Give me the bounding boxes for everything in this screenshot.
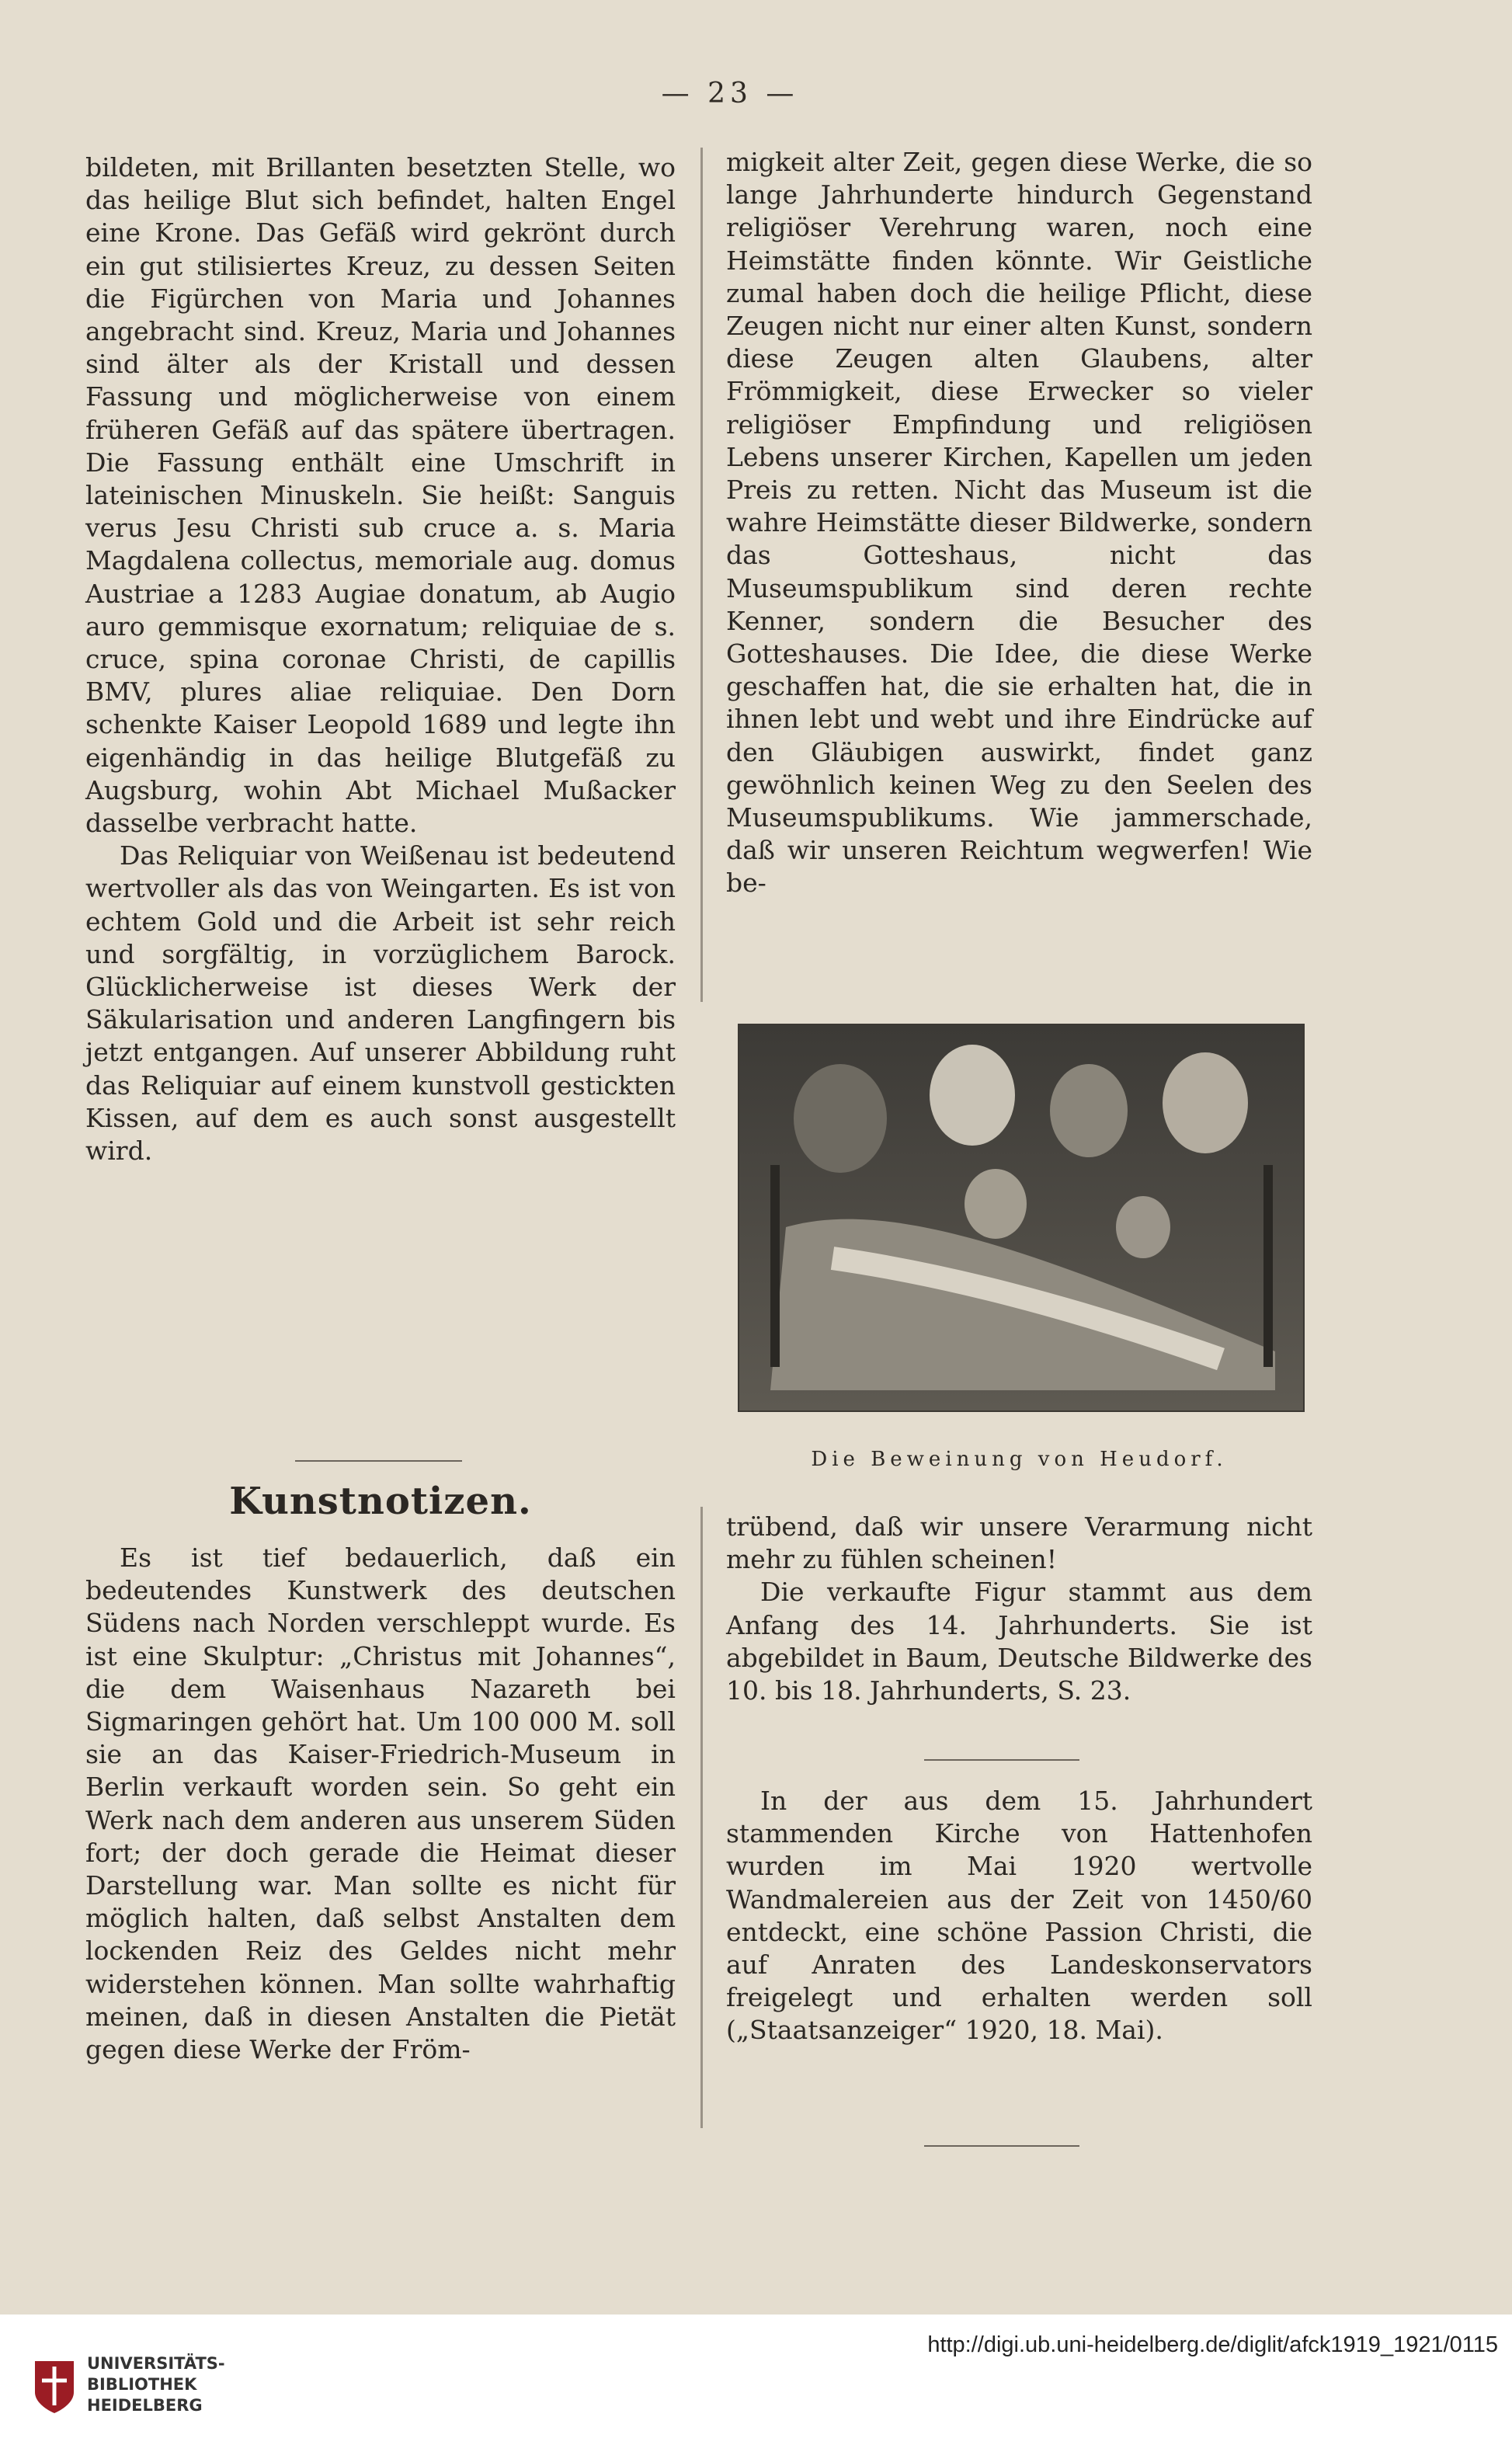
section-heading: Kunstnotizen. xyxy=(229,1480,532,1523)
paragraph: Es ist tief bedauerlich, daß ein bedeutendes Kunstwerk des deutschen Südens nach Norden verschleppt wurde. Es ist eine Skulptur: „Christus mit Johannes“, die dem Waisenhaus Nazareth bei Sigmaringen gehört hat. Um 100 000 M. soll sie an das Kaiser-Friedrich-Museum in Berlin verkauft worden sein. So geht ein Werk nach dem anderen aus unserem Süden fort; der doch gerade die Heimat dieser Darstellung war. Man sollte es nicht für möglich halten, daß selbst Anstalten dem lockenden Reiz des Geldes nicht mehr widerstehen können. Man sollte wahrhaftig meinen, daß in diesen Anstalten die Pietät gegen diese Werke der Fröm- xyxy=(85,1542,676,2065)
paragraph: Die verkaufte Figur stammt aus dem Anfang des 14. Jahrhunderts. Sie ist abgebildet in Baum, Deutsche Bildwerke des 10. bis 18. Jahrhunderts, S. 23. xyxy=(726,1577,1312,1706)
right-column-text xyxy=(726,146,1312,900)
paragraph: migkeit alter Zeit, gegen diese Werke, die so lange Jahrhunderte hindurch Gegenstand religiöser Verehrung waren, noch eine Heimstätte finden könnte. Wir Geistliche zumal haben doch die heilige Pflicht, diese Zeugen nicht nur einer alten Kunst, sondern diese Zeugen alten Glaubens, alter Frömmigkeit, diese Erwecker so vieler religiöser Empfindung und religiösen Lebens unserer Kirchen, Kapellen um jeden Preis zu retten. Nicht das Museum ist die wahre Heimstätte dieser Bildwerke, sondern das Gotteshaus, nicht das Museumspublikum sind deren rechte Kenner, sondern die Besucher des Gotteshauses. Die Idee, die diese Werke geschaffen hat, die sie erhalten hat, die in ihnen lebt und webt und ihre Eindrücke auf den Gläubigen auswirkt, findet ganz gewöhnlich keinen Weg zu den Seelen des Museumspublikums. Wie jammerschade, daß wir unseren Reichtum wegwerfen! Wie be- xyxy=(726,147,1312,899)
divider xyxy=(924,2145,1079,2147)
university-logo-icon xyxy=(31,2357,78,2415)
paragraph: Das Reliquiar von Weißenau ist bedeutend wertvoller als das von Weingarten. Es ist von echtem Gold und die Arbeit ist sehr reich und sorgfältig, in vorzüglichem Barock. Glücklicherweise ist dieses Werk der Säkularisation und anderen Langfingern bis jetzt entgangen. Auf unserer Abbildung ruht das Reliquiar auf einem kunstvoll gestickten Kissen, auf dem es auch sonst ausgestellt wird. xyxy=(85,840,676,1167)
divider xyxy=(924,1759,1079,1761)
right-column-text-3 xyxy=(726,1785,1312,2047)
column-rule xyxy=(700,148,703,1002)
paragraph: In der aus dem 15. Jahrhundert stammenden Kirche von Hattenhofen wurden im Mai 1920 wertvolle Wandmalereien aus der Zeit von 1450/60 entdeckt, eine schöne Passion Christi, die auf Anraten des Landeskonservators freigelegt und erhalten werden soll („Staatsanzeiger“ 1920, 18. Mai). xyxy=(726,1786,1312,2046)
lamentation-photo xyxy=(738,1024,1305,1412)
left-column-text-2 xyxy=(85,1542,676,2066)
paragraph: bildeten, mit Brillanten besetzten Stelle, wo das heilige Blut sich befindet, halten Engel eine Krone. Das Gefäß wird gekrönt durch ein gut stilisiertes Kreuz, zu dessen Seiten die Figürchen von Maria und Johannes angebracht sind. Kreuz, Maria und Johannes sind älter als der Kristall und dessen Fassung und möglicherweise von einem früheren Gefäß auf das spätere übertragen. Die Fassung enthält eine Umschrift in lateinischen Minuskeln. Sie heißt: Sanguis verus Jesu Christi sub cruce a. s. Maria Magdalena collectus, memoriale aug. domus Austriae a 1283 Augiae donatum, ab Augio auro gemmisque exornatum; reliquiae de s. cruce, spina coronae Christi, de capillis BMV, plures aliae reliquiae. Den Dorn schenkte Kaiser Leopold 1689 und legte ihn eigenhändig in das heilige Blutgefäß zu Augsburg, wohin Abt Michael Mußacker dasselbe verbracht hatte. xyxy=(85,152,676,839)
left-column-text xyxy=(85,151,676,1167)
page-number: — 23 — xyxy=(661,78,799,110)
library-name: UNIVERSITÄTS- BIBLIOTHEK HEIDELBERG xyxy=(87,2354,225,2415)
column-rule xyxy=(700,1507,703,2128)
right-column-text-2 xyxy=(726,1511,1312,1707)
paragraph: trübend, daß wir unsere Verarmung nicht mehr zu fühlen scheinen! xyxy=(726,1511,1312,1575)
divider xyxy=(295,1460,462,1462)
image-caption: Die Beweinung von Heudorf. xyxy=(811,1448,1228,1471)
source-url[interactable]: http://digi.ub.uni-heidelberg.de/diglit/afck1919_1921/0115 xyxy=(927,2332,1498,2357)
